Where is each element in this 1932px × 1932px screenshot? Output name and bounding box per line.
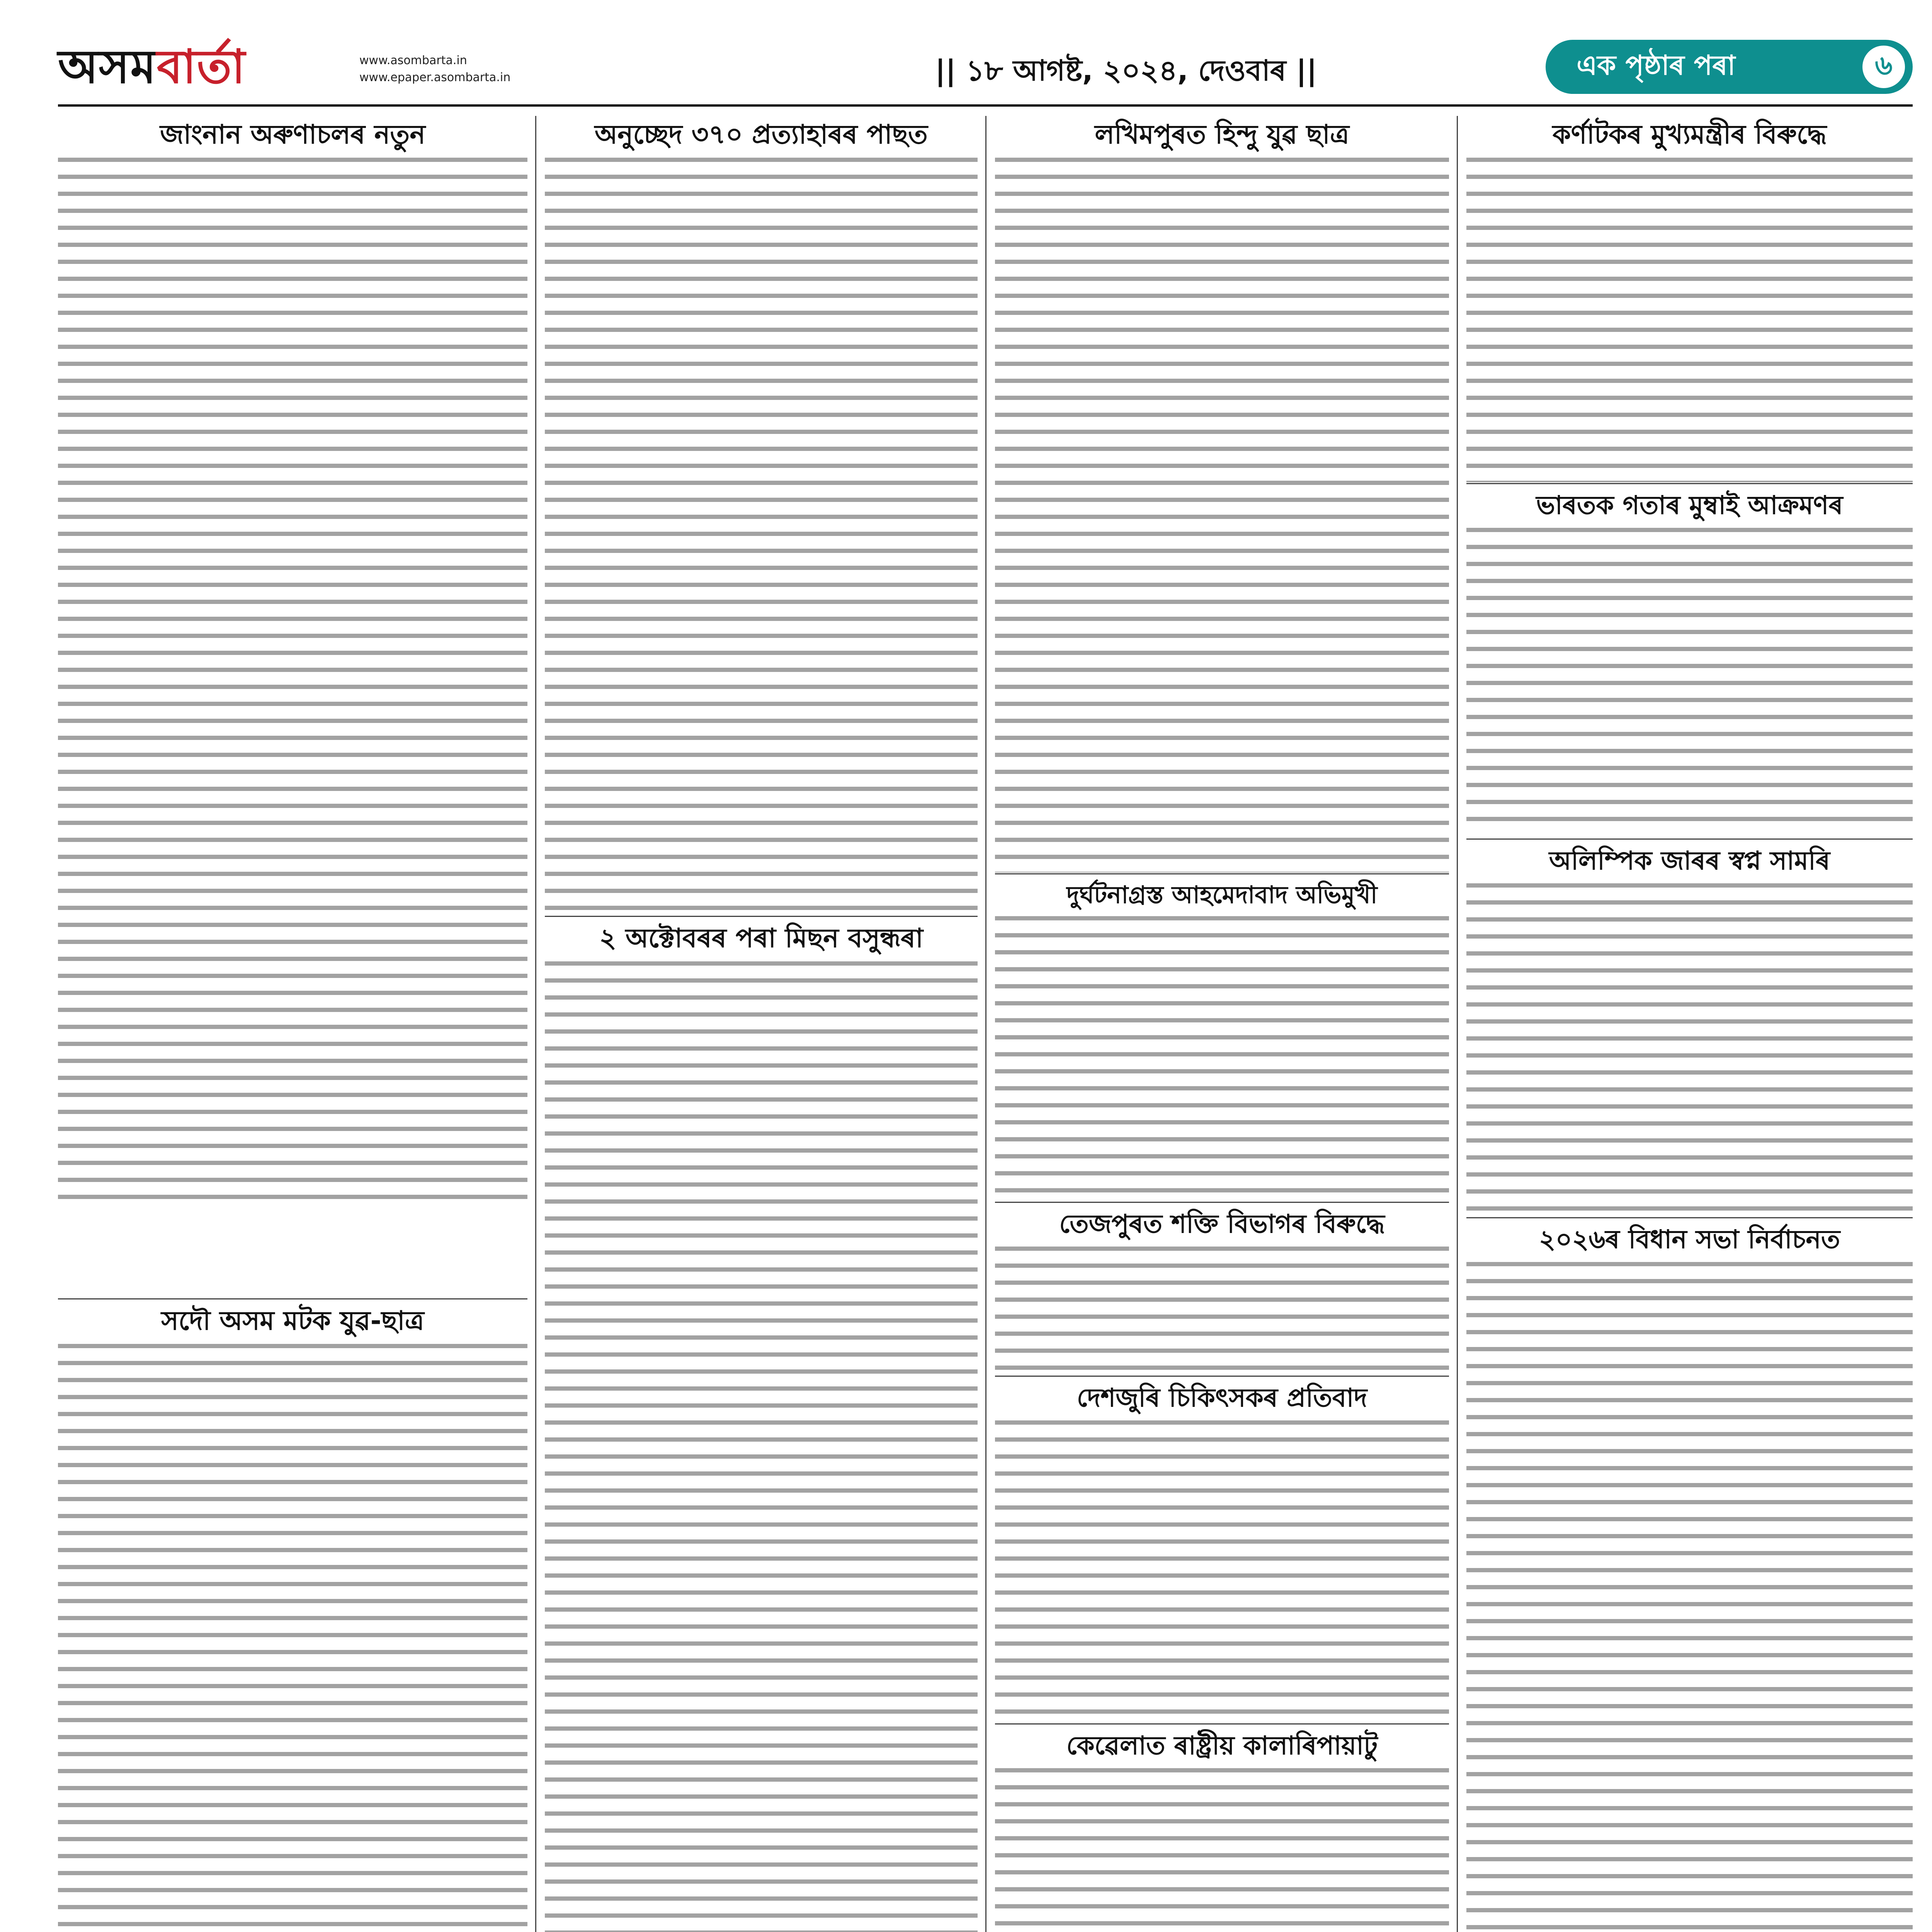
url-1: www.asombarta.in [359, 54, 467, 67]
story [545, 923, 978, 1932]
story [58, 1306, 527, 1932]
story-headline: দেশজুৰি চিকিৎসকৰ প্ৰতিবাদ [1077, 1383, 1367, 1413]
page-number: ৬ [1862, 46, 1905, 88]
story-body [545, 158, 978, 915]
story-body [1466, 883, 1913, 1212]
story [995, 1209, 1449, 1370]
story-divider [995, 1376, 1449, 1377]
story [995, 120, 1449, 872]
issue-date: || ১৮ আগষ্ট, ২০২৪, দেওবাৰ || [935, 54, 1317, 87]
story [995, 1731, 1449, 1932]
story-headline: ২ অক্টোবৰৰ পৰা মিছন বসুন্ধৰা [599, 923, 923, 954]
story-headline: সদৌ অসম মটক যুৱ-ছাত্ৰ [161, 1306, 424, 1336]
story-body [58, 158, 527, 1201]
story-divider [995, 1202, 1449, 1203]
story-headline: ভাৰতক গতাৰ মুম্বাই আক্ৰমণৰ [1536, 490, 1843, 520]
story-body [1466, 1262, 1913, 1932]
story-headline: জাংনান অৰুণাচলৰ নতুন [160, 119, 425, 150]
story [1466, 491, 1913, 829]
story-body [995, 1420, 1449, 1718]
story [995, 1383, 1449, 1718]
story-body [995, 1247, 1449, 1370]
story-body [1466, 158, 1913, 482]
story [545, 120, 978, 915]
story-headline: ২০২৬ৰ বিধান সভা নিৰ্বাচনত [1539, 1225, 1840, 1254]
story-headline: লখিমপুৰত হিন্দু যুৱ ছাত্ৰ [1095, 119, 1349, 150]
url-2: www.epaper.asombarta.in [359, 71, 511, 84]
story-divider [58, 1298, 527, 1299]
story [58, 120, 527, 1201]
story-divider [1466, 1217, 1913, 1218]
logo [58, 41, 246, 99]
story-divider [1466, 483, 1913, 484]
story-body [1466, 528, 1913, 829]
story-headline: দুৰ্ঘটনাগ্ৰস্ত আহমেদাবাদ অভিমুখী [1066, 881, 1378, 909]
story-divider [995, 873, 1449, 874]
story [1466, 120, 1913, 482]
logo-main: অসমবার্তা [58, 40, 246, 94]
story-body [58, 1344, 527, 1932]
story-headline: অলিম্পিক জাৰৰ স্বপ্ন সামৰি [1549, 846, 1830, 876]
story [1466, 1225, 1913, 1932]
story-headline: তেজপুৰত শক্তি বিভাগৰ বিৰুদ্ধে [1059, 1209, 1385, 1239]
story-body [995, 158, 1449, 872]
story-divider [545, 916, 978, 917]
story [1466, 846, 1913, 1212]
page-badge [1546, 40, 1913, 94]
story-headline: কৰ্ণাটকৰ মুখ্যমন্ত্ৰীৰ বিৰুদ্ধে [1552, 119, 1827, 150]
column-divider [985, 116, 986, 1932]
story-headline: অনুচ্ছেদ ৩৭০ প্ৰত্যাহাৰৰ পাছত [595, 119, 928, 150]
story-divider [1466, 838, 1913, 840]
story-body [545, 961, 978, 1932]
website-urls [359, 52, 510, 86]
page-label: এক পৃষ্ঠাৰ পৰা [1577, 49, 1736, 81]
story [995, 881, 1449, 1194]
column-divider [1457, 116, 1458, 1932]
story-body [995, 1768, 1449, 1932]
column-divider [535, 116, 536, 1932]
story-body [995, 916, 1449, 1194]
header-rule [58, 104, 1913, 107]
story-divider [995, 1723, 1449, 1725]
story-headline: কেৱেলাত ৰাষ্ট্ৰীয় কালাৰিপায়াটু [1066, 1731, 1378, 1760]
